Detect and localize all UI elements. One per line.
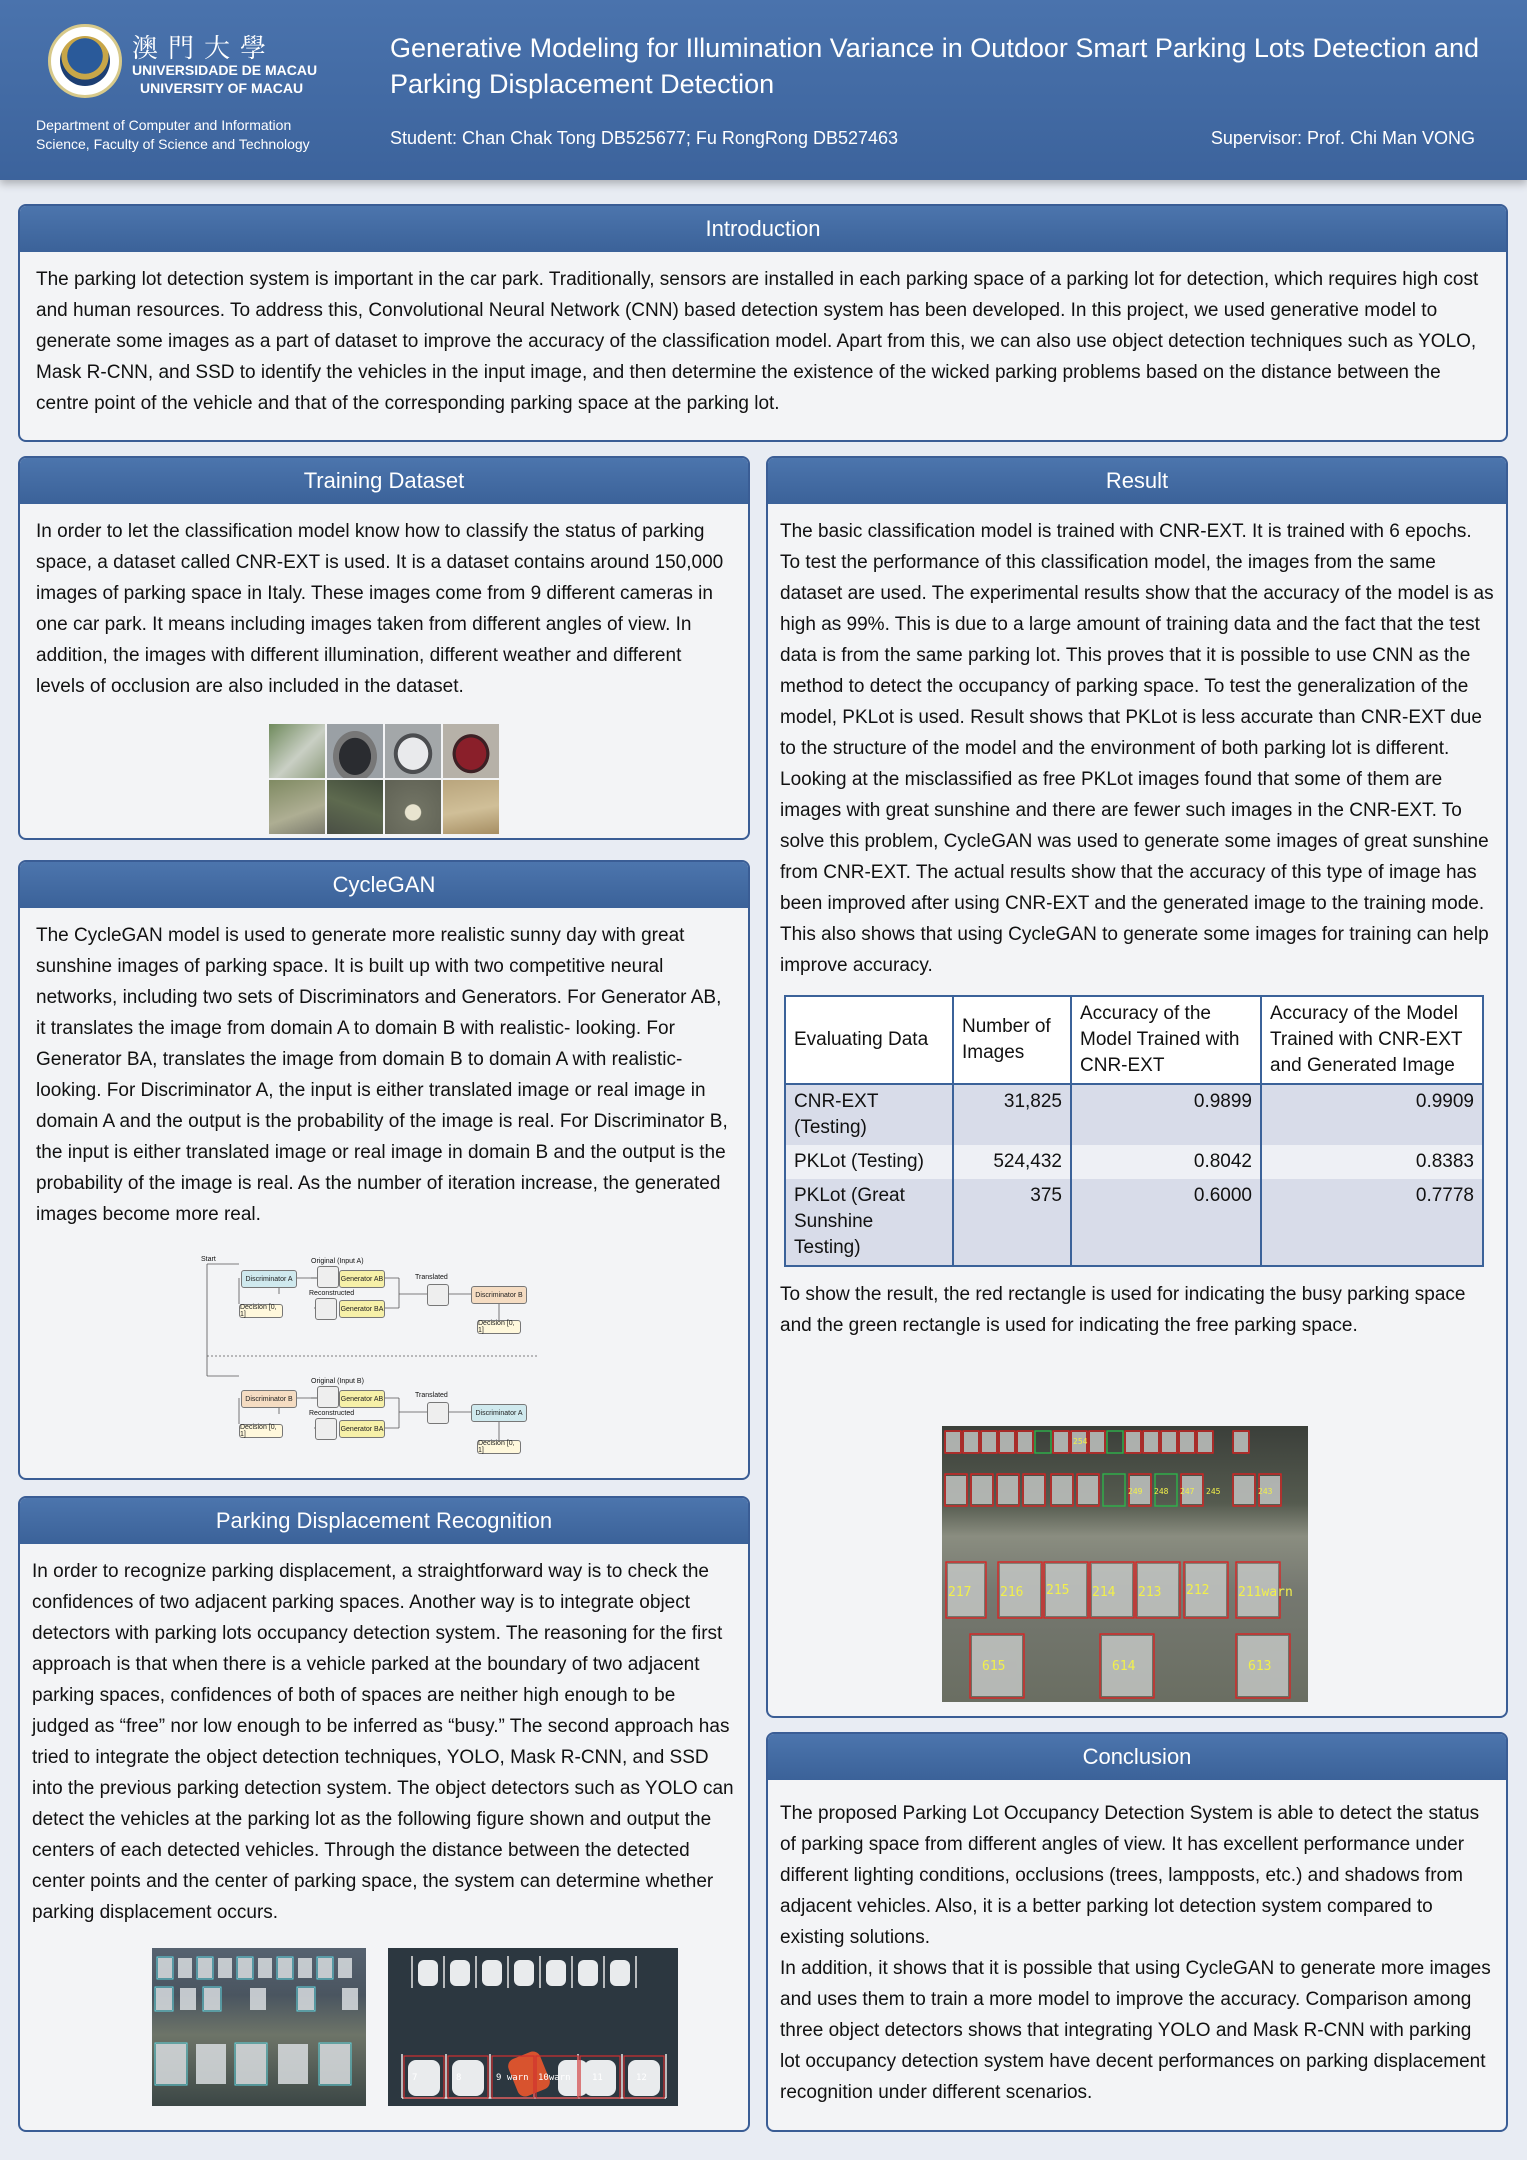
table-cell: PKLot (Great Sunshine Testing)	[785, 1179, 953, 1266]
space-label: 254	[1073, 1437, 1088, 1446]
table-header-cell: Number of Images	[953, 996, 1071, 1084]
original-b-image	[317, 1386, 339, 1408]
table-row	[785, 1179, 1483, 1266]
space-label: 11	[592, 2073, 603, 2083]
table-header-cell: Accuracy of the Model Trained with CNR-EXT	[1071, 996, 1261, 1084]
dataset-sample-image	[327, 724, 383, 778]
space-label: 213	[1138, 1585, 1162, 1600]
decision-box: Decision [0, 1]	[477, 1440, 521, 1454]
space-label: 217	[948, 1585, 972, 1600]
introduction-panel	[18, 204, 1508, 442]
table-header-cell: Evaluating Data	[785, 996, 953, 1084]
table-header-cell: Accuracy of the Model Trained with CNR-EXT and Generated Image	[1261, 996, 1483, 1084]
table-cell: 31,825	[953, 1084, 1071, 1145]
cyclegan-architecture-diagram	[199, 1256, 569, 1466]
translated-image	[427, 1284, 449, 1306]
displacement-panel	[18, 1496, 750, 2132]
table-cell: 0.8042	[1071, 1145, 1261, 1179]
displacement-text: In order to recognize parking displacement, a straightforward way is to check the confidences of two adjacent parking spaces. Another way is to integrate object detectors with parking lots occupancy detection system. The reasoning for the first approach is that when there is a vehicle parked at the boundary of two adjacent parking spaces, confidences of both of spaces are neither high enough to be judged as “free” nor low enough to be inferred as “busy.” The second approach has tried to integrate the object detection techniques, YOLO, Mask R-CNN, and SSD into the previous parking detection system. The object detectors such as YOLO can detect the vehicles at the parking lot as the following figure shown and output the centers of each detected vehicles. Through the distance between the detected center points and the center of parking space, the system can determine whether parking displacement occurs.	[32, 1561, 734, 1923]
discriminator-b-box: Discriminator B	[471, 1286, 527, 1304]
dataset-sample-image	[269, 780, 325, 834]
table-cell: 0.9909	[1261, 1084, 1483, 1145]
dataset-sample-image	[443, 724, 499, 778]
space-label: 212	[1186, 1583, 1210, 1598]
discriminator-a-box: Discriminator A	[471, 1404, 527, 1422]
table-header-row	[785, 996, 1483, 1084]
table-cell: 524,432	[953, 1145, 1071, 1179]
translated-image	[427, 1402, 449, 1424]
space-label: 245	[1206, 1487, 1221, 1496]
department-name: Department of Computer and Information Science, Faculty of Science and Technology	[36, 117, 310, 152]
discriminator-a-box: Discriminator A	[241, 1270, 297, 1288]
dataset-sample-image	[385, 724, 441, 778]
space-label: 7	[412, 2073, 418, 2083]
original-a-image	[317, 1266, 339, 1288]
introduction-heading: Introduction	[20, 206, 1506, 252]
poster-header	[0, 0, 1527, 180]
displacement-illustration-svg	[388, 1948, 678, 2106]
diagram-original-b-label: Original (Input B)	[311, 1378, 364, 1385]
table-cell: 0.8383	[1261, 1145, 1483, 1179]
conclusion-panel	[766, 1732, 1508, 2132]
university-seal-logo	[48, 24, 122, 98]
space-label: 613	[1248, 1659, 1272, 1674]
dataset-sample-image	[443, 780, 499, 834]
diagram-reconstructed-label: Reconstructed	[309, 1410, 355, 1417]
result-paragraph-2: Looking at the misclassified as free PKLot images found that some of them are images with great sunshine and there are fewer such images in the CNR-EXT. To solve this problem, CycleGAN was used to generate some images of great sunshine from CNR-EXT. The actual results show that the accuracy of this type of image has been improved after using CNR-EXT and the generated image to the training mode. This also shows that using CycleGAN to generate some images for training can help improve accuracy.	[780, 769, 1489, 976]
table-cell: 0.7778	[1261, 1179, 1483, 1266]
aerial-detection-overlay	[152, 1948, 366, 2106]
diagram-start-label: Start	[201, 1256, 216, 1263]
space-label: 12	[636, 2073, 647, 2083]
accuracy-results-table	[784, 995, 1484, 1267]
reconstructed-image	[315, 1298, 337, 1320]
table-cell: 375	[953, 1179, 1071, 1266]
dataset-sample-image	[385, 780, 441, 834]
space-label: 614	[1112, 1659, 1136, 1674]
student-names: Student: Chan Chak Tong DB525677; Fu RongRong DB527463	[390, 128, 899, 148]
result-paragraph-3: To show the result, the red rectangle is used for indicating the busy parking space and the green rectangle is used for indicating the free parking space.	[780, 1284, 1466, 1336]
discriminator-b-box: Discriminator B	[241, 1390, 297, 1408]
diagram-translated-label: Translated	[415, 1274, 448, 1281]
space-label: 9 warn	[496, 2073, 529, 2083]
reconstructed-image	[315, 1418, 337, 1440]
decision-box: Decision [0, 1]	[239, 1304, 283, 1318]
conclusion-paragraph-1: The proposed Parking Lot Occupancy Detection System is able to detect the status of parking space from different angles of view. It has excellent performance under different lighting conditions, occlusions (trees, lampposts, etc.) and shadows from adjacent vehicles. Also, it is a better parking lot detection system compared to existing solutions.	[780, 1803, 1480, 1948]
generator-ba-box: Generator BA	[339, 1300, 385, 1318]
parking-displacement-illustration	[388, 1948, 678, 2106]
space-label: 216	[1000, 1585, 1024, 1600]
university-name-english: UNIVERSITY OF MACAU	[140, 80, 304, 96]
cyclegan-heading: CycleGAN	[20, 862, 748, 908]
table-cell: 0.6000	[1071, 1179, 1261, 1266]
result-paragraph-1: The basic classification model is trained with CNR-EXT. It is trained with 6 epochs. To test the performance of this classification model, the images from the same dataset are used. The experimental results show that the accuracy of the model is as high as 99%. This is due to a large amount of training data and the fact that the test data is from the same parking lot. This proves that it is possible to use CNN as the method to detect the occupancy of parking space. To test the generalization of the model, PKLot is used. Result shows that PKLot is less accurate than CNR-EXT due to the structure of the model and the environment of both parking lot is different.	[780, 521, 1494, 759]
dataset-sample-images	[20, 724, 748, 834]
dataset-sample-image	[269, 724, 325, 778]
space-label: 247	[1180, 1487, 1195, 1496]
displacement-heading: Parking Displacement Recognition	[20, 1498, 748, 1544]
occupancy-overlay	[942, 1426, 1308, 1702]
cyclegan-text: The CycleGAN model is used to generate more realistic sunny day with great sunshine images of parking space. It is built up with two competitive neural networks, including two sets of Discriminators and Generators. For Generator AB, it translates the image from domain A to domain B with realistic- looking. For Generator BA, translates the image from domain B to domain A with realistic-looking. For Discriminator A, the input is either translated image or real image in domain A and the output is the probability of the image is real. For Discriminator B, the input is either translated image or real image in domain B and the output is the probability of the image is real. As the number of iteration increase, the generated images become more real.	[36, 925, 728, 1225]
university-name-portuguese: UNIVERSIDADE DE MACAU	[132, 62, 318, 78]
diagram-reconstructed-label: Reconstructed	[309, 1290, 355, 1297]
conclusion-paragraph-2: In addition, it shows that it is possible that using CycleGAN to generate more images and uses them to train a more model to improve the accuracy. Comparison among three object detectors shows that integrating YOLO and Mask R-CNN with parking lot occupancy detection system have decent performances on parking displacement recognition under different scenarios.	[780, 1958, 1491, 2103]
table-cell: CNR-EXT (Testing)	[785, 1084, 953, 1145]
space-label: 249	[1128, 1487, 1143, 1496]
space-label: 211warn	[1238, 1585, 1293, 1600]
university-name-chinese: 澳門大學	[132, 34, 277, 64]
decision-box: Decision [0, 1]	[477, 1320, 521, 1334]
diagram-translated-label: Translated	[415, 1392, 448, 1399]
conclusion-heading: Conclusion	[768, 1734, 1506, 1780]
space-label: 615	[982, 1659, 1006, 1674]
result-panel	[766, 456, 1508, 1718]
supervisor-name: Supervisor: Prof. Chi Man VONG	[1210, 128, 1475, 148]
training-dataset-heading: Training Dataset	[20, 458, 748, 504]
space-label: 10warn	[538, 2073, 571, 2083]
space-label: 215	[1046, 1583, 1070, 1598]
space-label: 248	[1154, 1487, 1169, 1496]
table-cell: PKLot (Testing)	[785, 1145, 953, 1179]
space-label: 214	[1092, 1585, 1116, 1600]
generator-ab-box: Generator AB	[339, 1270, 385, 1288]
decision-box: Decision [0, 1]	[239, 1424, 283, 1438]
result-heading: Result	[768, 458, 1506, 504]
training-dataset-text: In order to let the classification model know how to classify the status of parking space, a dataset called CNR-EXT is used. It is a dataset contains around 150,000 images of parking space in Italy. These images come from 9 different cameras in one car park. It means including images taken from different angles of view. In addition, the images with different illumination, different weather and different levels of occlusion are also included in the dataset.	[36, 521, 724, 697]
cyclegan-panel	[18, 860, 750, 1480]
generator-ab-box: Generator AB	[339, 1390, 385, 1408]
training-dataset-panel	[18, 456, 750, 840]
dataset-sample-image	[327, 780, 383, 834]
poster-title: Generative Modeling for Illumination Variance in Outdoor Smart Parking Lots Detection and Parking Displacement Detection	[390, 33, 1480, 99]
generator-ba-box: Generator BA	[339, 1420, 385, 1438]
diagram-original-a-label: Original (Input A)	[311, 1258, 364, 1265]
table-cell: 0.9899	[1071, 1084, 1261, 1145]
space-label: 243	[1258, 1487, 1273, 1496]
table-row	[785, 1084, 1483, 1145]
parking-occupancy-result-image	[942, 1426, 1308, 1702]
introduction-text: The parking lot detection system is important in the car park. Traditionally, sensors are installed in each parking space of a parking lot for detection, which requires high cost and human resources. To address this, Convolutional Neural Network (CNN) based detection system has been developed. In this project, we used generative model to generate some images as a part of dataset to improve the accuracy of the classification model. Apart from this, we can also use object detection techniques such as YOLO, Mask R-CNN, and SSD to identify the vehicles in the input image, and then determine the existence of the wicked parking problems based on the distance between the centre point of the vehicle and that of the corresponding parking space at the parking lot.	[36, 269, 1479, 414]
space-label: 8	[456, 2073, 462, 2083]
table-row	[785, 1145, 1483, 1179]
aerial-parking-detection-image	[152, 1948, 366, 2106]
